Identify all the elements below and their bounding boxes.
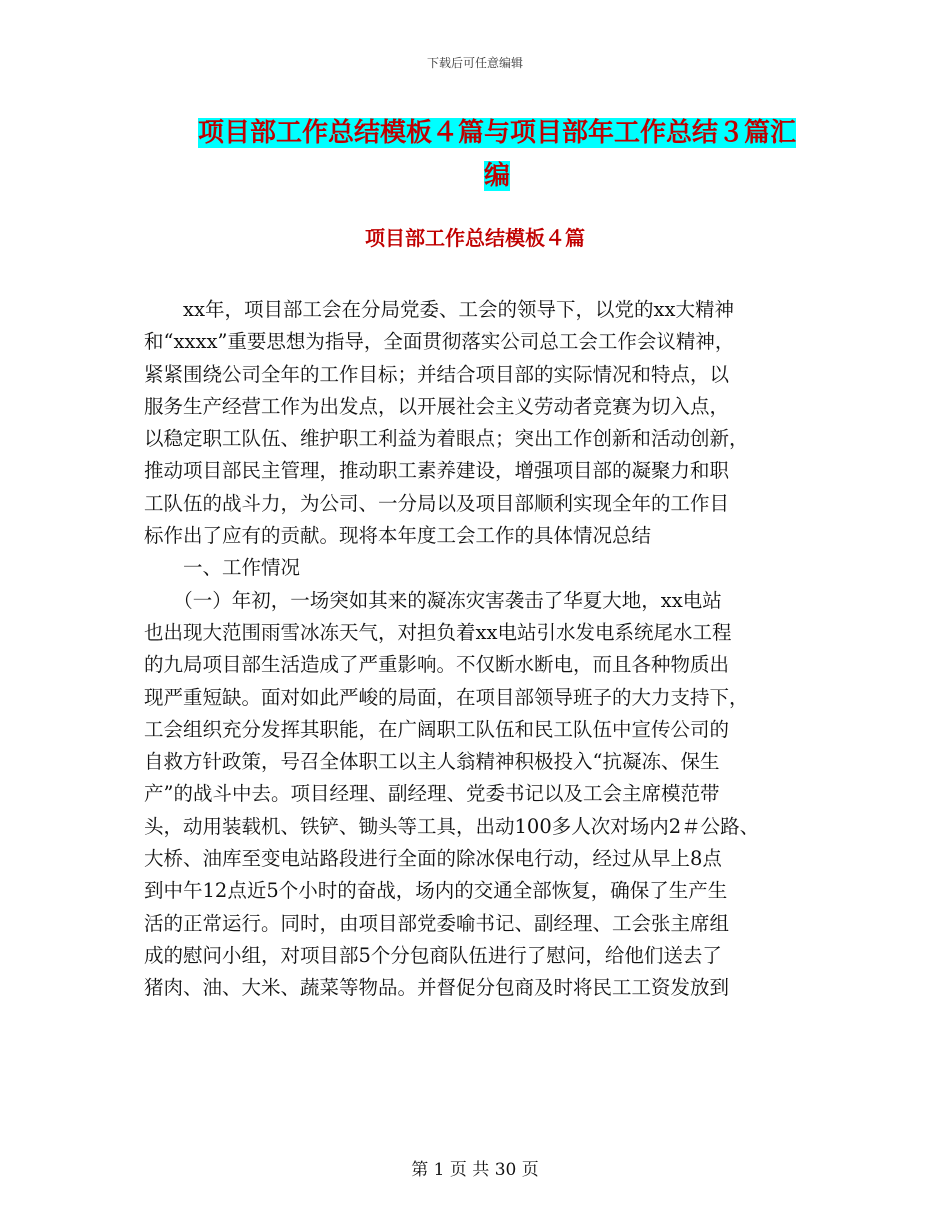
text-line: 以稳定职工队伍、维护职工利益为着眼点；突出工作创新和活动创新， [144, 427, 749, 451]
text-line: （一）年初，一场突如其来的凝冻灾害袭击了华夏大地，xx电站 [144, 588, 722, 612]
text-line: 紧紧围绕公司全年的工作目标；并结合项目部的实际情况和特点，以 [144, 362, 730, 386]
text-line: 现严重短缺。面对如此严峻的局面，在项目部领导班子的大力支持下， [144, 685, 749, 709]
text-line: 头，动用装载机、铁铲、锄头等工具，出动100多人次对场内2＃公路、 [144, 814, 760, 838]
text-line: 和“xxxx”重要思想为指导，全面贯彻落实公司总工会工作会议精神， [144, 330, 735, 354]
text-line: 自救方针政策，号召全体职工以主人翁精神积极投入“抗凝冻、保生 [144, 750, 720, 774]
section-title: 项目部工作总结模板４篇 [365, 226, 585, 250]
text-line: 标作出了应有的贡献。现将本年度工会工作的具体情况总结 [144, 524, 652, 548]
title-highlight: 项目部工作总结模板４篇与项目部年工作总结３篇汇 [198, 118, 797, 148]
text-line: 猪肉、油、大米、蔬菜等物品。并督促分包商及时将民工工资发放到 [144, 976, 730, 1000]
text-line: 服务生产经营工作为出发点，以开展社会主义劳动者竞赛为切入点， [144, 394, 730, 418]
title-highlight: 编 [483, 161, 510, 191]
document-title-line-1 [190, 112, 810, 155]
text-line: 成的慰问小组，对项目部5个分包商队伍进行了慰问，给他们送去了 [144, 943, 722, 967]
text-line: 的九局项目部生活造成了严重影响。不仅断水断电，而且各种物质出 [144, 653, 730, 677]
text-line: 工队伍的战斗力，为公司、一分局以及项目部顺利实现全年的工作目 [144, 491, 730, 515]
text-line: xx年，项目部工会在分局党委、工会的领导下，以党的xx大精神 [144, 298, 734, 321]
text-line: 产”的战斗中去。项目经理、副经理、党委书记以及工会主席模范带 [144, 782, 720, 806]
text-line: 也出现大范围雨雪冰冻天气，对担负着xx电站引水发电系统尾水工程 [144, 620, 732, 644]
text-line: 大桥、油库至变电站路段进行全面的除冰保电行动，经过从早上8点 [144, 847, 722, 871]
text-line: 推动项目部民主管理，推动职工素养建设，增强项目部的凝聚力和职 [144, 459, 730, 483]
body-text [144, 294, 834, 1005]
text-line: 工会组织充分发挥其职能，在广阔职工队伍和民工队伍中宣传公司的 [144, 717, 730, 741]
text-line: 一、工作情况 [144, 556, 301, 580]
text-line: 到中午12点近5个小时的奋战，场内的交通全部恢复，确保了生产生 [144, 879, 728, 903]
page-header-note: 下载后可任意编辑 [426, 56, 523, 70]
document-title-line-2 [190, 155, 810, 198]
text-line: 活的正常运行。同时，由项目部党委喻书记、副经理、工会张主席组 [144, 911, 730, 935]
page-footer: 第 1 页 共 30 页 [411, 1160, 539, 1180]
document-title [190, 112, 810, 198]
